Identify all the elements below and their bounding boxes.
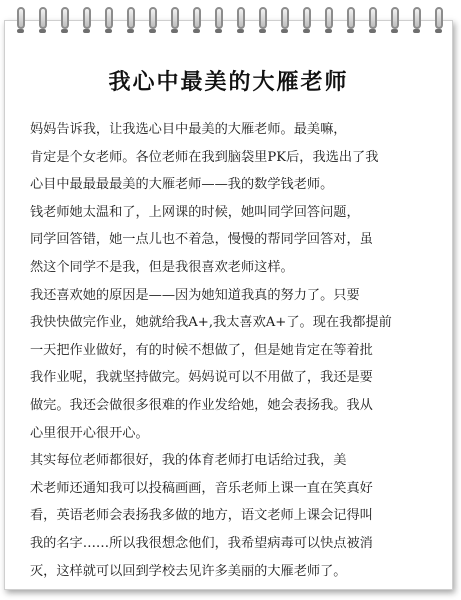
text-line: 我作业呢，我就坚持做完。妈妈说可以不用做了，我还是要 xyxy=(30,370,373,386)
text-line: 术老师还通知我可以投稿画画，音乐老师上课一直在笑真好 xyxy=(30,480,373,496)
binder-ring-icon xyxy=(215,7,223,29)
punch-hole-icon xyxy=(61,29,68,33)
binder-ring-icon xyxy=(413,7,421,29)
essay-body xyxy=(30,116,440,585)
text-line: 然这个同学不是我，但是我很喜欢老师这样。 xyxy=(30,259,294,275)
punch-hole-icon xyxy=(435,29,442,33)
punch-hole-icon xyxy=(259,29,266,33)
text-line: 妈妈告诉我，让我选心目中最美的大雁老师。最美嘛， xyxy=(30,122,347,137)
binder-ring-icon xyxy=(281,7,289,29)
binder-ring-icon xyxy=(83,7,91,29)
punch-hole-icon xyxy=(193,29,200,33)
text-line: 我的名字……所以我很想念他们，我希望病毒可以快点被消 xyxy=(30,535,373,551)
binder-ring-icon xyxy=(325,7,333,29)
binder-ring-icon xyxy=(171,7,179,29)
text-line: 一天把作业做好，有的时候不想做了，但是她肯定在等着批 xyxy=(30,342,373,358)
punch-hole-icon xyxy=(149,29,156,33)
document-title: 我心中最美的大雁老师 xyxy=(108,69,349,95)
text-line: 同学回答错，她一点儿也不着急，慢慢的帮同学回答对，虽 xyxy=(30,232,373,248)
punch-hole-icon xyxy=(303,29,310,33)
punch-hole-icon xyxy=(413,29,420,33)
text-line: 灭，这样就可以回到学校去见许多美丽的大雁老师了。 xyxy=(30,563,347,579)
binder-ring-icon xyxy=(127,7,135,29)
text-line: 我快快做完作业，她就给我A+,我太喜欢A+了。现在我都提前 xyxy=(30,315,392,331)
text-line: 其实每位老师都很好，我的体育老师打电话给过我，美 xyxy=(30,453,347,469)
binder-ring-icon xyxy=(17,7,25,29)
punch-hole-icon xyxy=(325,29,332,33)
punch-hole-icon xyxy=(369,29,376,33)
punch-hole-icon xyxy=(39,29,46,33)
binder-ring-icon xyxy=(435,7,443,29)
punch-hole-icon xyxy=(347,29,354,33)
text-line: 肯定是个女老师。各位老师在我到脑袋里PK后，我选出了我 xyxy=(30,149,379,165)
punch-hole-icon xyxy=(281,29,288,33)
text-line: 心里很开心很开心。 xyxy=(30,425,149,441)
text-line: 我还喜欢她的原因是——因为她知道我真的努力了。只要 xyxy=(30,287,360,303)
punch-hole-icon xyxy=(105,29,112,33)
binder-ring-icon xyxy=(39,7,47,29)
binder-ring-icon xyxy=(259,7,267,29)
notebook-page xyxy=(4,20,453,590)
binder-ring-icon xyxy=(193,7,201,29)
binder-ring-icon xyxy=(303,7,311,29)
punch-hole-icon xyxy=(17,29,24,33)
punch-hole-icon xyxy=(237,29,244,33)
binder-ring-icon xyxy=(369,7,377,29)
punch-hole-icon xyxy=(171,29,178,33)
text-line: 心目中最最最最美的大雁老师——我的数学钱老师。 xyxy=(30,177,334,193)
punch-hole-icon xyxy=(391,29,398,33)
text-line: 钱老师她太温和了，上网课的时候，她叫同学回答问题， xyxy=(30,204,360,220)
punch-hole-icon xyxy=(127,29,134,33)
binder-ring-icon xyxy=(391,7,399,29)
binder-ring-icon xyxy=(61,7,69,29)
punch-hole-icon xyxy=(83,29,90,33)
text-line: 做完。我还会做很多很难的作业发给她，她会表扬我。我从 xyxy=(30,397,373,413)
binder-ring-icon xyxy=(237,7,245,29)
binder-ring-icon xyxy=(105,7,113,29)
punch-hole-icon xyxy=(215,29,222,33)
binder-ring-icon xyxy=(149,7,157,29)
text-line: 看，英语老师会表扬我多做的地方，语文老师上课会记得叫 xyxy=(30,508,373,524)
binder-ring-icon xyxy=(347,7,355,29)
